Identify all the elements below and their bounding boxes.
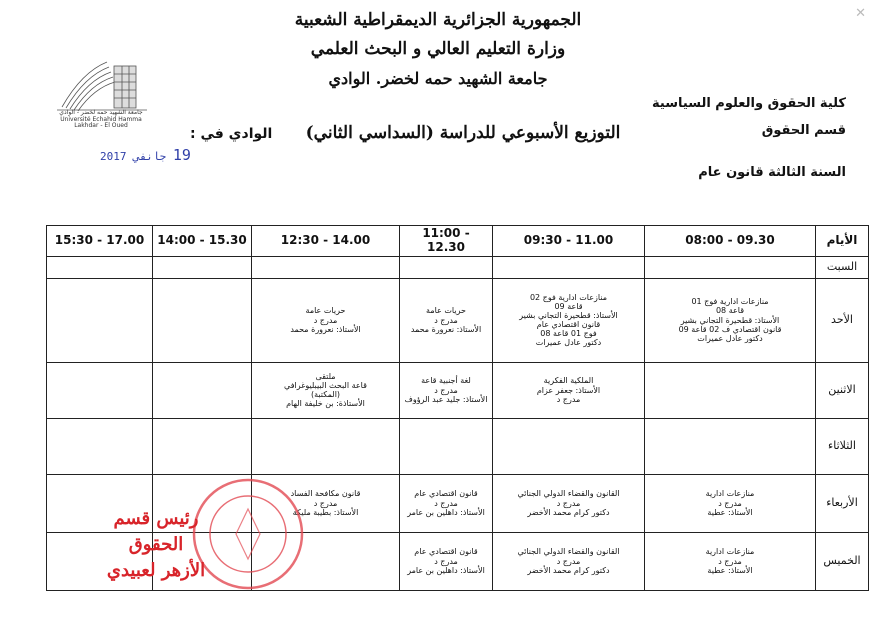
schedule-cell: القانون والقضاء الدولي الجنائي مدرج د دكتور كرام محمد الأخضر (493, 532, 645, 590)
stamp-date: 19 جانفي 2017 (100, 146, 191, 164)
schedule-cell: ملتقى قاعة البحث البيبليوغرافي (المكتبة) الأستاذة: بن خليفة الهام (252, 362, 400, 418)
header-timeslot: 09:30 - 11.00 (493, 226, 645, 257)
close-icon: ✕ (855, 6, 866, 21)
schedule-cell (47, 418, 153, 474)
place-date-label: الوادي في : (190, 126, 273, 142)
schedule-header-row (47, 226, 869, 257)
schedule-cell (153, 256, 252, 278)
header-timeslot: 14:00 - 15.30 (153, 226, 252, 257)
schedule-cell: منازعات ادارية مدرج د الأستاذ: عطية (645, 474, 816, 532)
page-title: التوزيع الأسبوعي للدراسة (السداسي الثاني) (305, 123, 621, 143)
day-cell: الأربعاء (816, 474, 869, 532)
schedule-cell: منازعات ادارية فوج 01 قاعة 08 الأستاذ: قطحيرة التجاني بشير قانون اقتصادي ف 02 قاعة 09 دكتور عادل عميرات (645, 278, 816, 362)
header-ministry: وزارة التعليم العالي و البحث العلمي (310, 39, 566, 59)
schedule-cell (645, 418, 816, 474)
schedule-cell (400, 418, 493, 474)
day-cell: الثلاثاء (816, 418, 869, 474)
schedule-cell (493, 418, 645, 474)
faculty-name: كلية الحقوق والعلوم السياسية (652, 96, 846, 111)
department-head-signature: رئيس قسم الحقوق الأزهر لعبيدي (106, 508, 206, 582)
schedule-cell (645, 362, 816, 418)
study-year: السنة الثالثة قانون عام (698, 165, 846, 180)
day-cell: الأحد (816, 278, 869, 362)
schedule-cell: لغة أجنبية قاعة مدرج د الأستاذ: جليد عبد الرؤوف (400, 362, 493, 418)
schedule-cell (493, 256, 645, 278)
schedule-cell (252, 418, 400, 474)
schedule-cell: منازعات ادارية فوج 02 قاعة 09 الأستاذ: قطحيرة التجاني بشير قانون اقتصادي عام فوج 01 قاعة 08 دكتور عادل عميرات (493, 278, 645, 362)
schedule-cell (47, 362, 153, 418)
table-row (47, 362, 869, 418)
header-timeslot: 11:00 - 12.30 (400, 226, 493, 257)
day-cell: السبت (816, 256, 869, 278)
header-timeslot: 12:30 - 14.00 (252, 226, 400, 257)
header-university: جامعة الشهيد حمه لخضر. الوادي (328, 69, 548, 88)
header-timeslot: 08:00 - 09.30 (645, 226, 816, 257)
table-row (47, 278, 869, 362)
schedule-cell: القانون والقضاء الدولي الجنائي مدرج د دكتور كرام محمد الأخضر (493, 474, 645, 532)
schedule-cell (645, 256, 816, 278)
schedule-cell: قانون اقتصادي عام مدرج د الأستاذ: داهلين بن عامر (400, 532, 493, 590)
schedule-cell: الملكية الفكرية الأستاذ: جعفر عزام مدرج د (493, 362, 645, 418)
header-republic: الجمهورية الجزائرية الديمقراطية الشعبية (294, 10, 582, 30)
schedule-cell: قانون مكافحة الفساد مدرج د الأستاذ: بطيبة مليكة (252, 474, 400, 532)
schedule-cell: حريات عامة مدرج د الأستاذ: نعرورة محمد (400, 278, 493, 362)
schedule-cell (153, 362, 252, 418)
header-timeslot: 15:30 - 17.00 (47, 226, 153, 257)
schedule-cell: منازعات ادارية مدرج د الأستاذ: عطية (645, 532, 816, 590)
schedule-cell (252, 256, 400, 278)
schedule-cell (47, 278, 153, 362)
schedule-cell (400, 256, 493, 278)
schedule-cell: قانون اقتصادي عام مدرج د الأستاذ: داهلين بن عامر (400, 474, 493, 532)
schedule-cell: حريات عامة مدرج د الأستاذ: نعرورة محمد (252, 278, 400, 362)
header-days: الأيام (816, 226, 869, 257)
table-row (47, 256, 869, 278)
table-row (47, 418, 869, 474)
day-cell: الاثنين (816, 362, 869, 418)
schedule-cell (153, 278, 252, 362)
day-cell: الخميس (816, 532, 869, 590)
schedule-cell (47, 256, 153, 278)
schedule-cell (153, 418, 252, 474)
department-name: قسم الحقوق (761, 123, 846, 138)
logo-caption: جامعة الشهيد حمه لخضر - الوادي Université Echahid Hamma Lakhdar - El Oued (59, 109, 143, 130)
